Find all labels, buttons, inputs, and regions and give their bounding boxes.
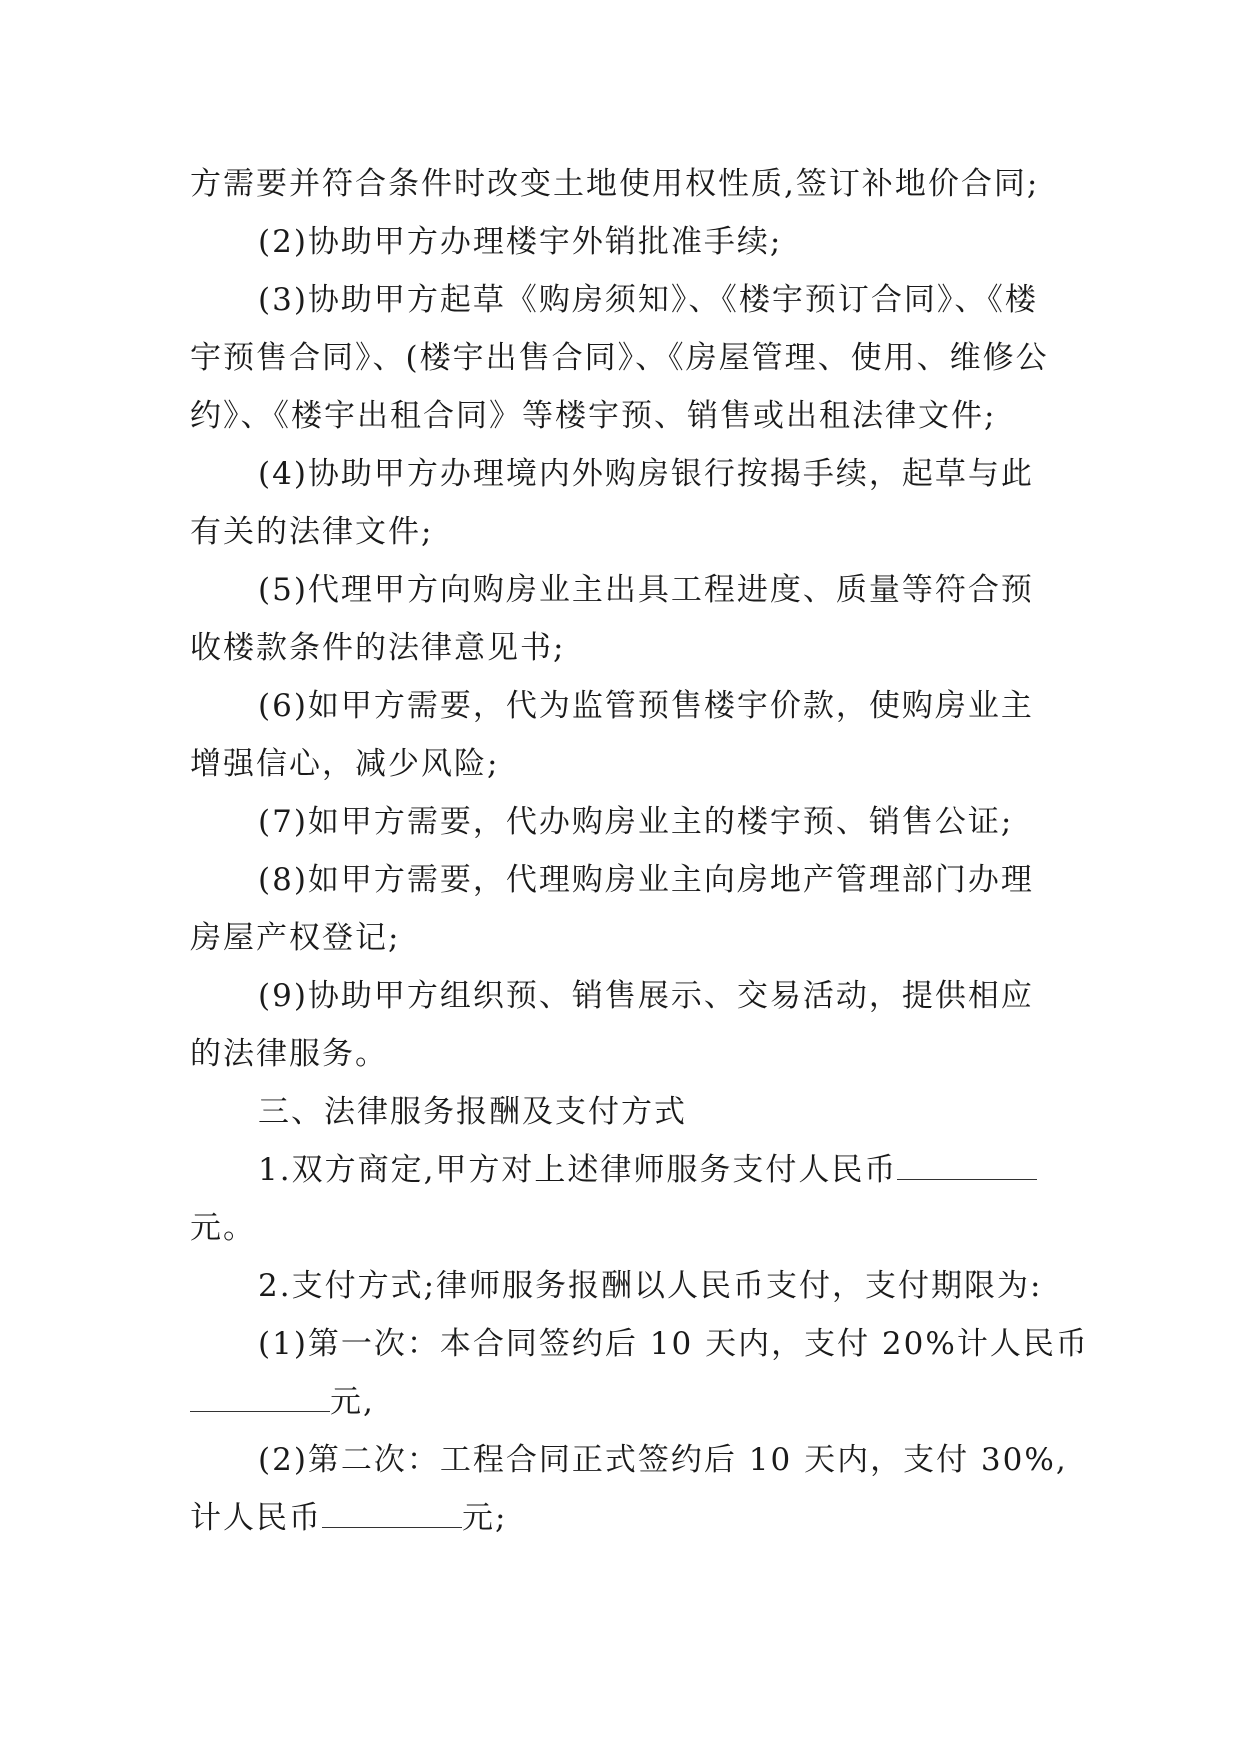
payment-text: 元。 — [190, 1210, 256, 1246]
payment-text: (1)第一次：本合同签约后 10 天内，支付 20%计人民币 — [258, 1326, 1089, 1362]
doc-line: 约》、《楼宇出租合同》等楼宇预、销售或出租法律文件; — [190, 398, 997, 434]
doc-line: (4)协助甲方办理境内外购房银行按揭手续，起草与此 — [258, 456, 1034, 492]
doc-line: 宇预售合同》、(楼宇出售合同》、《房屋管理、使用、维修公 — [190, 340, 1049, 376]
doc-line: (9)协助甲方组织预、销售展示、交易活动，提供相应 — [258, 978, 1034, 1014]
payment-line-4 — [190, 1315, 1089, 1373]
doc-line: 收楼款条件的法律意见书; — [190, 630, 566, 666]
doc-line: (6)如甲方需要，代为监管预售楼宇价款，使购房业主 — [258, 688, 1034, 724]
doc-line: (3)协助甲方起草《购房须知》、《楼宇预订合同》、《楼 — [258, 282, 1038, 318]
doc-line: (5)代理甲方向购房业主出具工程进度、质量等符合预 — [258, 572, 1034, 608]
payment-line-5 — [190, 1373, 1052, 1431]
document-page — [190, 155, 1089, 1547]
section-heading: 三、法律服务报酬及支付方式 — [258, 1094, 687, 1130]
payment-text: 元, — [330, 1384, 375, 1420]
amount-blank — [190, 1385, 330, 1412]
doc-line: (8)如甲方需要，代理购房业主向房地产管理部门办理 — [258, 862, 1034, 898]
payment-text: 计人民币 — [190, 1500, 322, 1536]
payment-text: (2)第二次：工程合同正式签约后 10 天内，支付 30%, — [258, 1442, 1068, 1478]
doc-line: 方需要并符合条件时改变土地使用权性质,签订补地价合同; — [190, 166, 1040, 202]
amount-blank — [897, 1153, 1037, 1180]
doc-line: 房屋产权登记; — [190, 920, 401, 956]
payment-text: 2.支付方式;律师服务报酬以人民币支付，支付期限为: — [258, 1268, 1043, 1304]
amount-blank — [322, 1501, 462, 1528]
doc-line: 的法律服务。 — [190, 1036, 388, 1072]
doc-line: (7)如甲方需要，代办购房业主的楼宇预、销售公证; — [258, 804, 1014, 840]
doc-line: 有关的法律文件; — [190, 514, 434, 550]
payment-line-6 — [190, 1431, 1068, 1489]
payment-line-7 — [190, 1489, 1052, 1547]
payment-line-2 — [190, 1199, 1052, 1257]
doc-line: (2)协助甲方办理楼宇外销批准手续; — [258, 224, 783, 260]
payment-line-3 — [190, 1257, 1052, 1315]
document-body — [190, 155, 1089, 1547]
doc-line: 增强信心，减少风险; — [190, 746, 500, 782]
payment-text: 元; — [462, 1500, 508, 1536]
payment-line-1 — [190, 1141, 1052, 1199]
payment-text: 1.双方商定,甲方对上述律师服务支付人民币 — [258, 1152, 898, 1188]
